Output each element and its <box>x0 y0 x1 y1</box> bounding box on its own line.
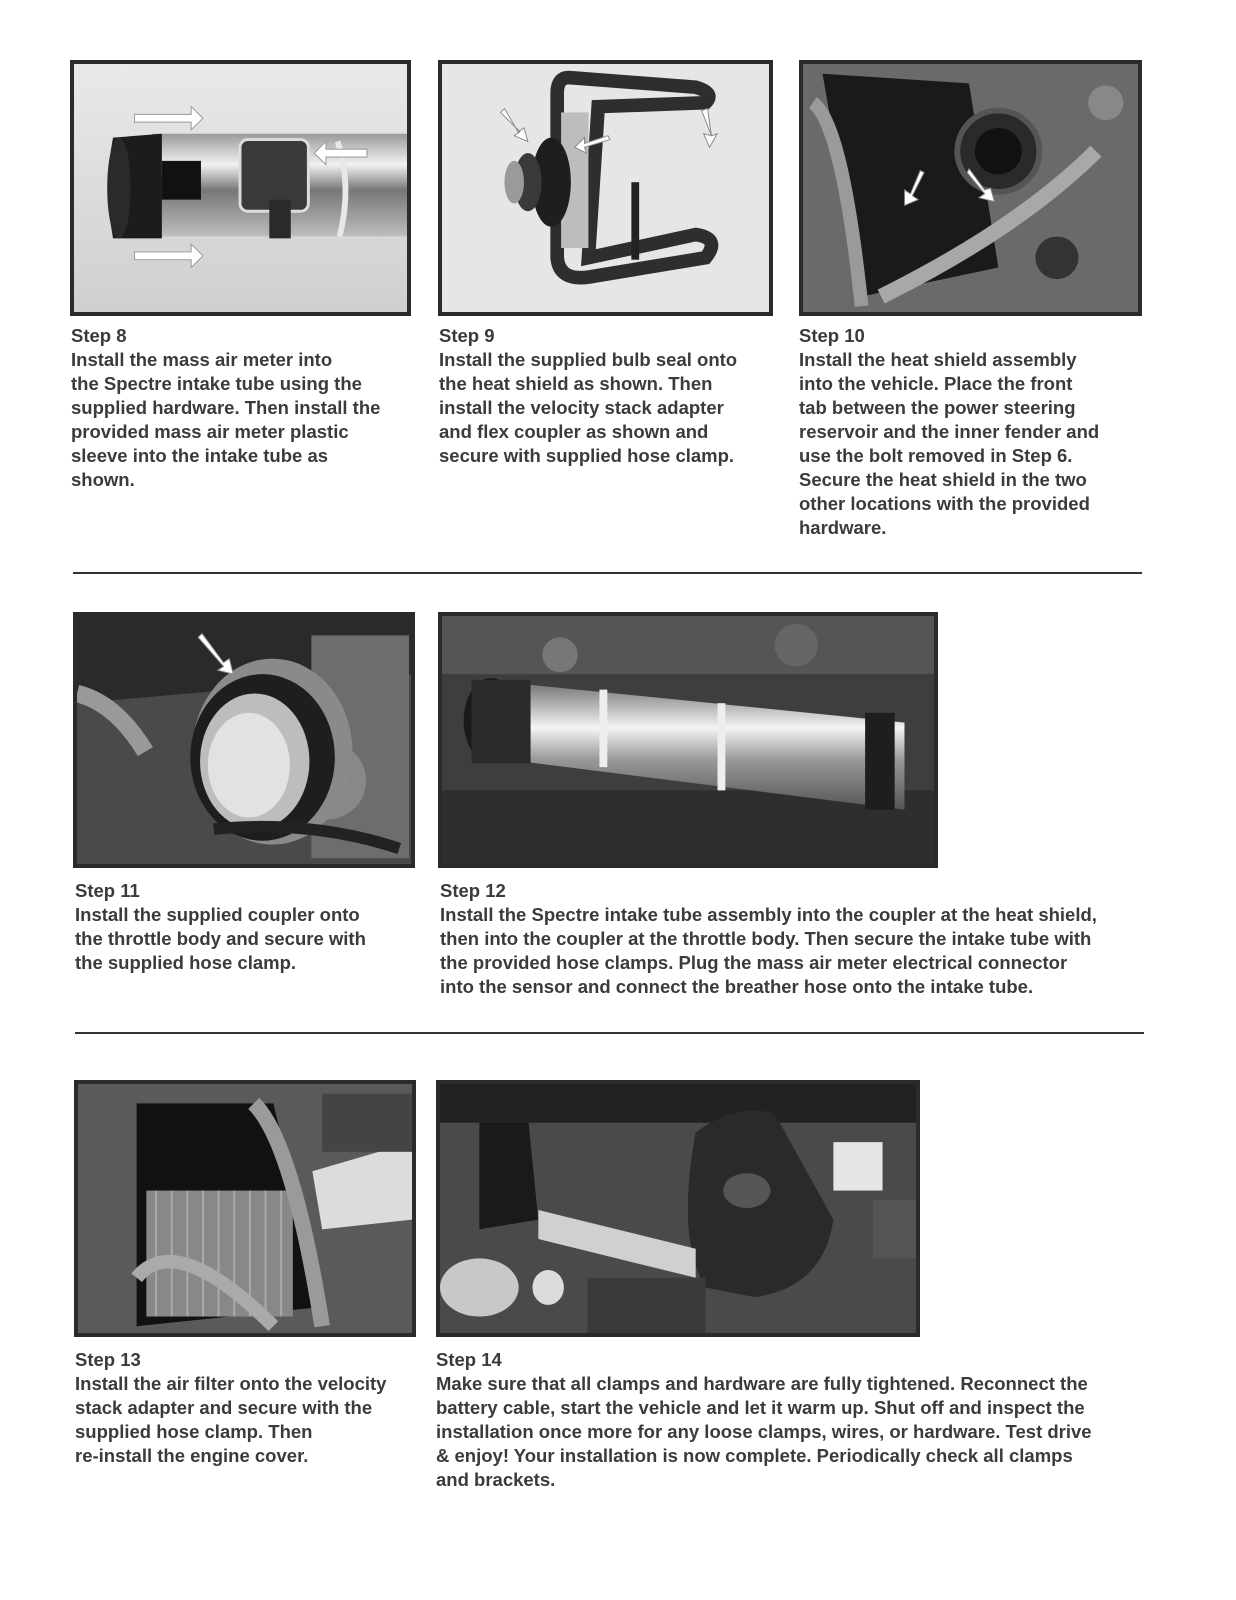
step-9-photo <box>438 60 773 316</box>
step-8-title: Step 8 <box>71 325 127 346</box>
step-9-caption <box>439 324 784 468</box>
step-13-caption <box>75 1348 420 1468</box>
step-10-title: Step 10 <box>799 325 865 346</box>
step-11-text: Install the supplied coupler onto the throttle body and secure with the supplied hose clamp. <box>75 904 366 973</box>
divider-2 <box>75 1032 1144 1034</box>
step-13-title: Step 13 <box>75 1349 141 1370</box>
step-14-title: Step 14 <box>436 1349 502 1370</box>
step-12-text: Install the Spectre intake tube assembly into the coupler at the heat shield, then into the coupler at the throttle body. Then secure the intake tube with the provided hose clamps. Plug the mass air meter electrical connector into the sensor and connect the breather hose onto the intake tube. <box>440 904 1097 997</box>
step-14-caption <box>436 1348 1156 1492</box>
step-13-text: Install the air filter onto the velocity stack adapter and secure with the supplied hose clamp. Then re-install the engine cover. <box>75 1373 387 1466</box>
step-11-title: Step 11 <box>75 880 140 901</box>
step-9-text: Install the supplied bulb seal onto the heat shield as shown. Then install the velocity stack adapter and flex coupler as shown and secure with supplied hose clamp. <box>439 349 738 466</box>
step-10-photo <box>799 60 1142 316</box>
step-11-photo <box>73 612 415 868</box>
step-12-photo <box>438 612 938 868</box>
step-14-text: Make sure that all clamps and hardware are fully tightened. Reconnect the battery cable, start the vehicle and let it warm up. Shut off and inspect the installation once more for any loose clamps, wires, or hardware. Test drive & enjoy! Your installation is now complete. Periodically check all clamps and brackets. <box>436 1373 1092 1490</box>
step-14-photo <box>436 1080 920 1337</box>
divider-1 <box>73 572 1142 574</box>
step-10-text: Install the heat shield assembly into the vehicle. Place the front tab between the power steering reservoir and the inner fender and use the bolt removed in Step 6. Secure the heat shield in the two other locations with the provided hardware. <box>799 349 1100 538</box>
step-8-photo <box>70 60 411 316</box>
step-13-photo <box>74 1080 416 1337</box>
step-10-caption <box>799 324 1144 540</box>
step-11-caption <box>75 879 420 975</box>
step-8-text: Install the mass air meter into the Spectre intake tube using the supplied hardware. Then install the provided mass air meter plastic sleeve into the intake tube as shown. <box>71 349 381 490</box>
step-9-title: Step 9 <box>439 325 495 346</box>
step-12-title: Step 12 <box>440 880 506 901</box>
step-8-caption <box>71 324 416 492</box>
step-12-caption <box>440 879 1150 999</box>
